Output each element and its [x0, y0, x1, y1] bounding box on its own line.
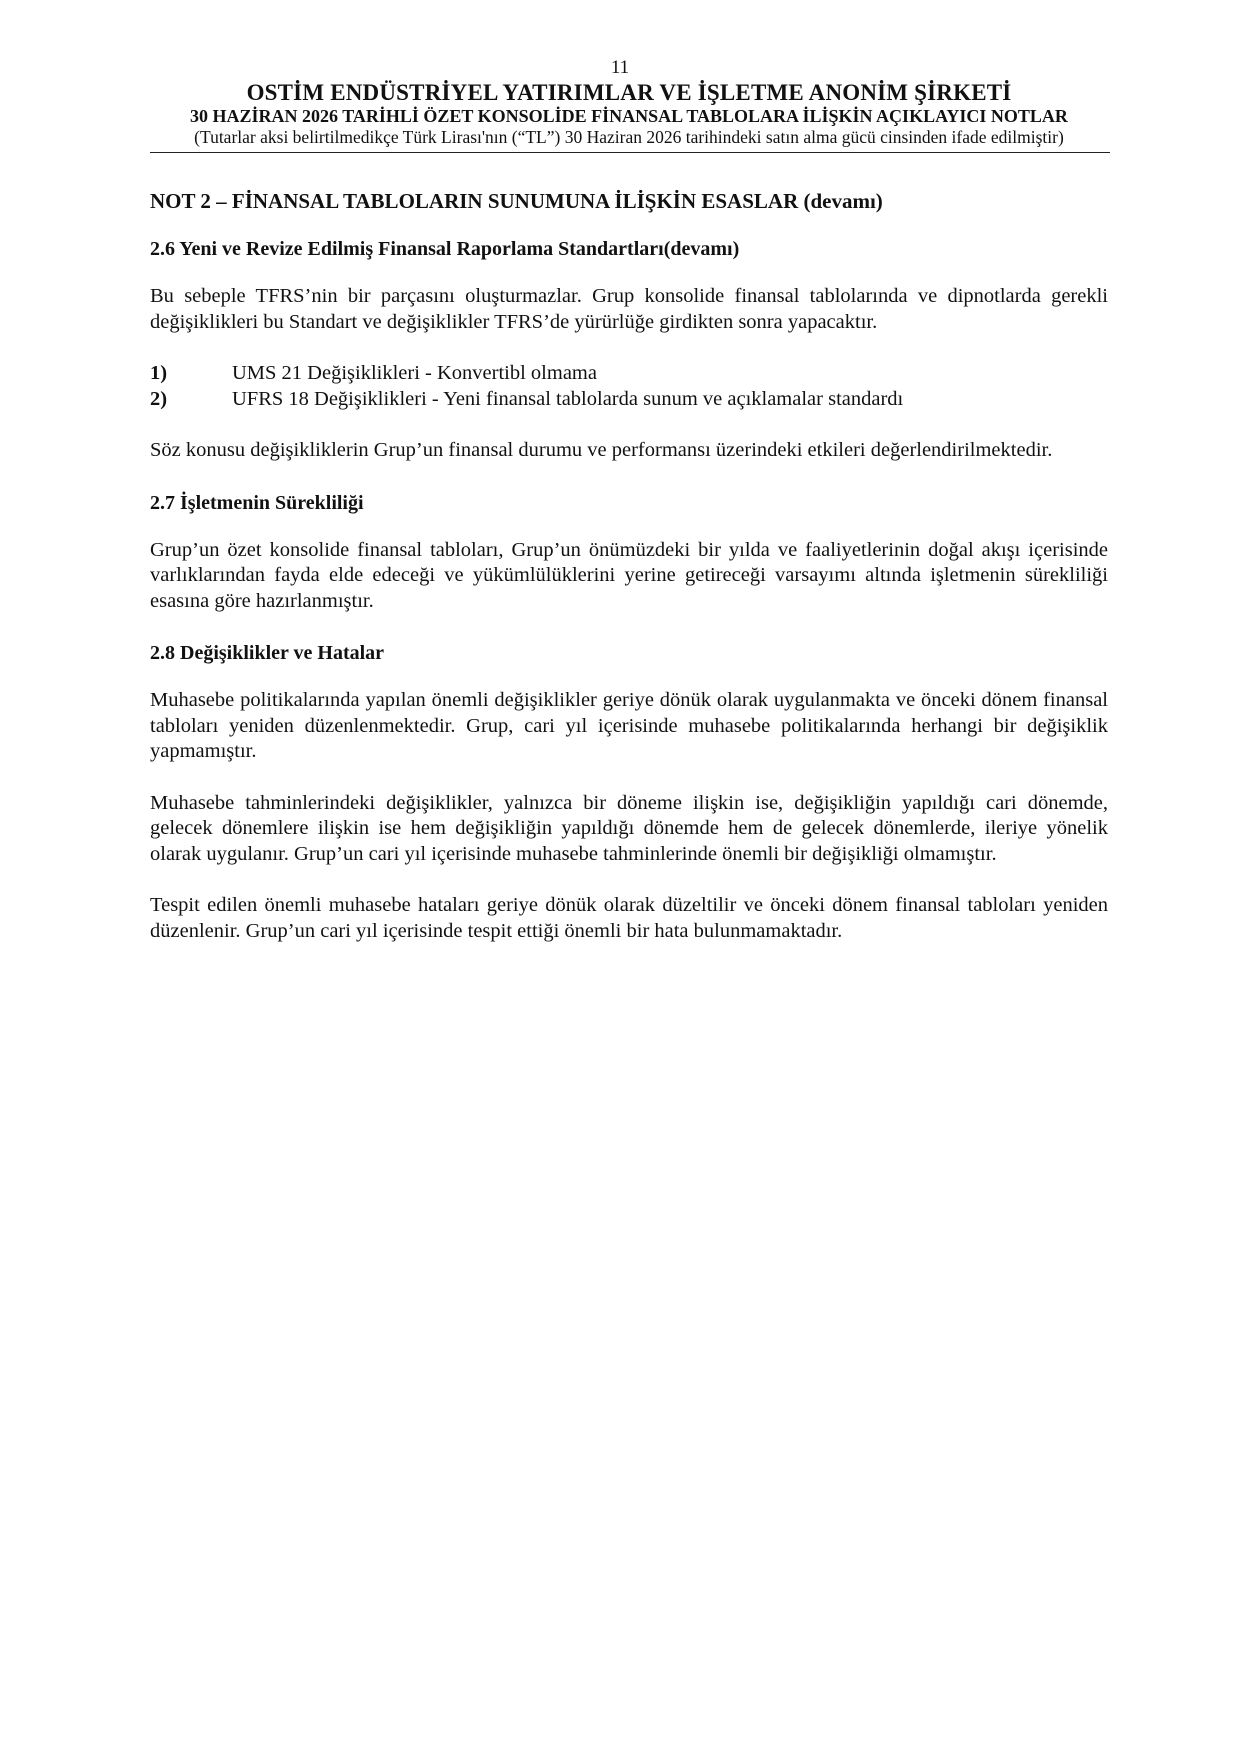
section-heading: 2.6 Yeni ve Revize Edilmiş Finansal Raporlama Standartları(devamı)	[150, 238, 740, 260]
list-item-text: UFRS 18 Değişiklikleri - Yeni finansal tablolarda sunum ve açıklamalar standardı	[232, 387, 904, 410]
section-heading: 2.7 İşletmenin Sürekliliği	[150, 491, 364, 514]
paragraph: Bu sebeple TFRS’nin bir parçasını oluşturmazlar. Grup konsolide finansal tablolarında ve dipnotlarda gerekli değişiklikleri bu Standart ve değişiklikler TFRS’de yürürlüğe girdikten sonra yapacaktır.	[150, 285, 1108, 333]
currency-note: (Tutarlar aksi belirtilmedikçe Türk Lirası'nın (“TL”) 30 Haziran 2026 tarihindeki satın alma gücü cinsinden ifade edilmiştir)	[194, 127, 1064, 147]
company-name: OSTİM ENDÜSTRİYEL YATIRIMLAR VE İŞLETME ANONİM ŞİRKETİ	[246, 80, 1012, 105]
list-item-number: 2)	[150, 387, 168, 410]
document-body	[150, 188, 1108, 970]
note-heading: NOT 2 – FİNANSAL TABLOLARIN SUNUMUNA İLİŞKİN ESASLAR (devamı)	[150, 189, 883, 213]
section-2-8	[150, 640, 1108, 944]
header-divider	[150, 152, 1110, 153]
list-item	[150, 387, 1108, 413]
section-2-7	[150, 490, 1108, 615]
section-heading: 2.8 Değişiklikler ve Hatalar	[150, 642, 385, 664]
list-item-text: UMS 21 Değişiklikleri - Konvertibl olmama	[232, 362, 597, 384]
paragraph: Tespit edilen önemli muhasebe hataları geriye dönük olarak düzeltilir ve önceki dönem finansal tabloları yeniden düzenlenir. Grup’un cari yıl içerisinde tespit ettiği önemli bir hata bulunmamaktadır.	[150, 894, 1108, 942]
list-item-number: 1)	[150, 362, 168, 384]
page-header	[150, 80, 1108, 148]
paragraph: Muhasebe politikalarında yapılan önemli değişiklikler geriye dönük olarak uygulanmakta ve önceki dönem finansal tabloları yeniden düzenlenmektedir. Grup, cari yıl içerisinde muhasebe politikalarında herhangi bir değişiklik yapmamıştır.	[150, 689, 1108, 762]
paragraph: Grup’un özet konsolide finansal tabloları, Grup’un önümüzdeki bir yılda ve faaliyetlerinin doğal akışı içerisinde varlıklarından fayda elde edeceği ve yükümlülüklerini yerine getireceği varsayımı altında işletmenin sürekliliği esasına göre hazırlanmıştır.	[150, 538, 1108, 612]
report-title: 30 HAZİRAN 2026 TARİHLİ ÖZET KONSOLİDE FİNANSAL TABLOLARA İLİŞKİN AÇIKLAYICI NOTLAR	[190, 106, 1068, 126]
paragraph: Söz konusu değişikliklerin Grup’un finansal durumu ve performansı üzerindeki etkileri değerlendirilmektedir.	[150, 439, 1053, 461]
paragraph: Muhasebe tahminlerindeki değişiklikler, yalnızca bir döneme ilişkin ise, değişikliğin yapıldığı cari dönemde, gelecek dönemlere ilişkin ise hem değişikliğin yapıldığı dönemde hem de gelecek dönemlerde, ileriye yönelik olarak uygulanır. Grup’un cari yıl içerisinde muhasebe tahminlerinde önemli bir değişikliği olmamıştır.	[150, 791, 1108, 865]
list-item	[150, 361, 1108, 387]
section-2-6	[150, 236, 1108, 464]
amendments-list	[150, 361, 1108, 412]
page-number: 11	[610, 57, 630, 78]
